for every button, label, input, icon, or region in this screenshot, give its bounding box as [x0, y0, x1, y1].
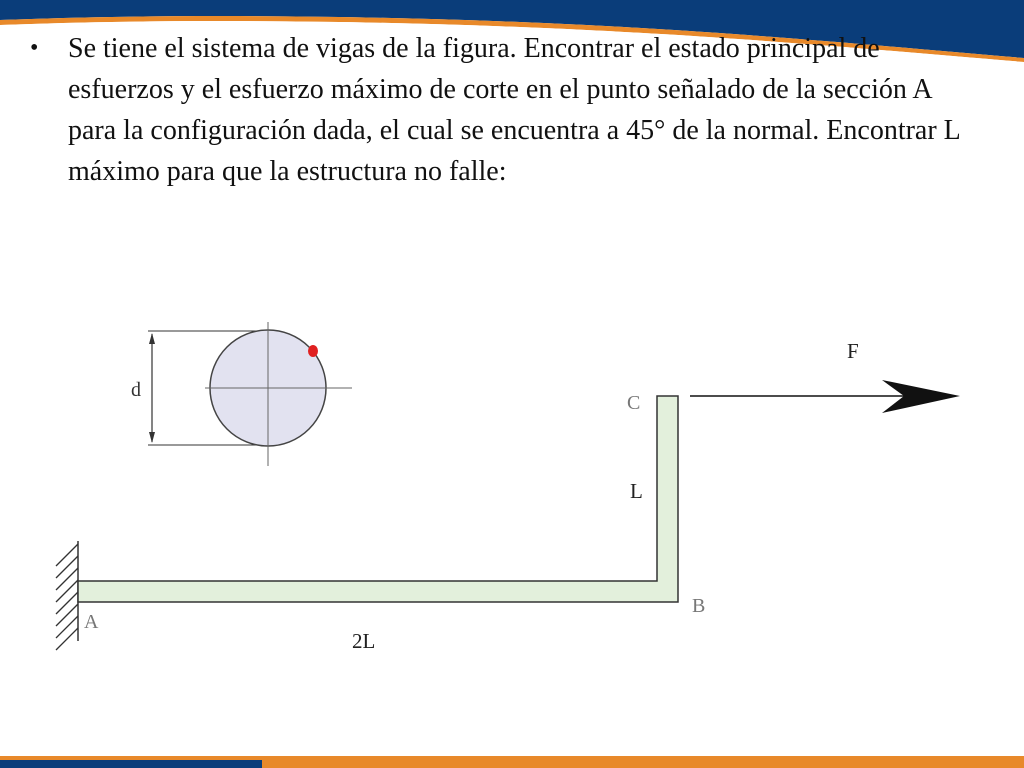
bullet-icon: • — [30, 35, 39, 61]
length-horizontal-label: 2L — [352, 629, 376, 653]
cross-section — [131, 322, 352, 466]
hatch-line — [56, 556, 78, 578]
point-a-label: A — [84, 611, 99, 633]
point-c-label: C — [627, 392, 641, 414]
diameter-label: d — [131, 379, 141, 401]
hatch-line — [56, 616, 78, 638]
hatch-line — [56, 604, 78, 626]
footer-orange-stripe — [0, 756, 1024, 760]
force-label: F — [847, 339, 859, 363]
dimension-arrow-bottom — [149, 432, 155, 443]
point-b-label: B — [692, 595, 706, 617]
fixed-support — [56, 541, 78, 650]
dimension-arrow-top — [149, 333, 155, 344]
footer-band — [0, 756, 1024, 768]
hatch-line — [56, 592, 78, 614]
force-arrow — [690, 380, 960, 413]
stress-point-marker — [308, 345, 318, 357]
l-beam — [78, 396, 678, 602]
hatch-line — [56, 568, 78, 590]
problem-text: Se tiene el sistema de vigas de la figura. Encontrar el estado principal de esfuerzos y el esfuerzo máximo de corte en el punto señalado de la sección A para la configuración dada, el cual se encuentra a 45° de la normal. Encontrar L máximo para que la estructura no falle: — [68, 33, 960, 187]
hatch-line — [56, 628, 78, 650]
length-vertical-label: L — [630, 479, 643, 503]
hatch-line — [56, 544, 78, 566]
footer-orange-right — [262, 760, 1024, 768]
hatch-line — [56, 580, 78, 602]
